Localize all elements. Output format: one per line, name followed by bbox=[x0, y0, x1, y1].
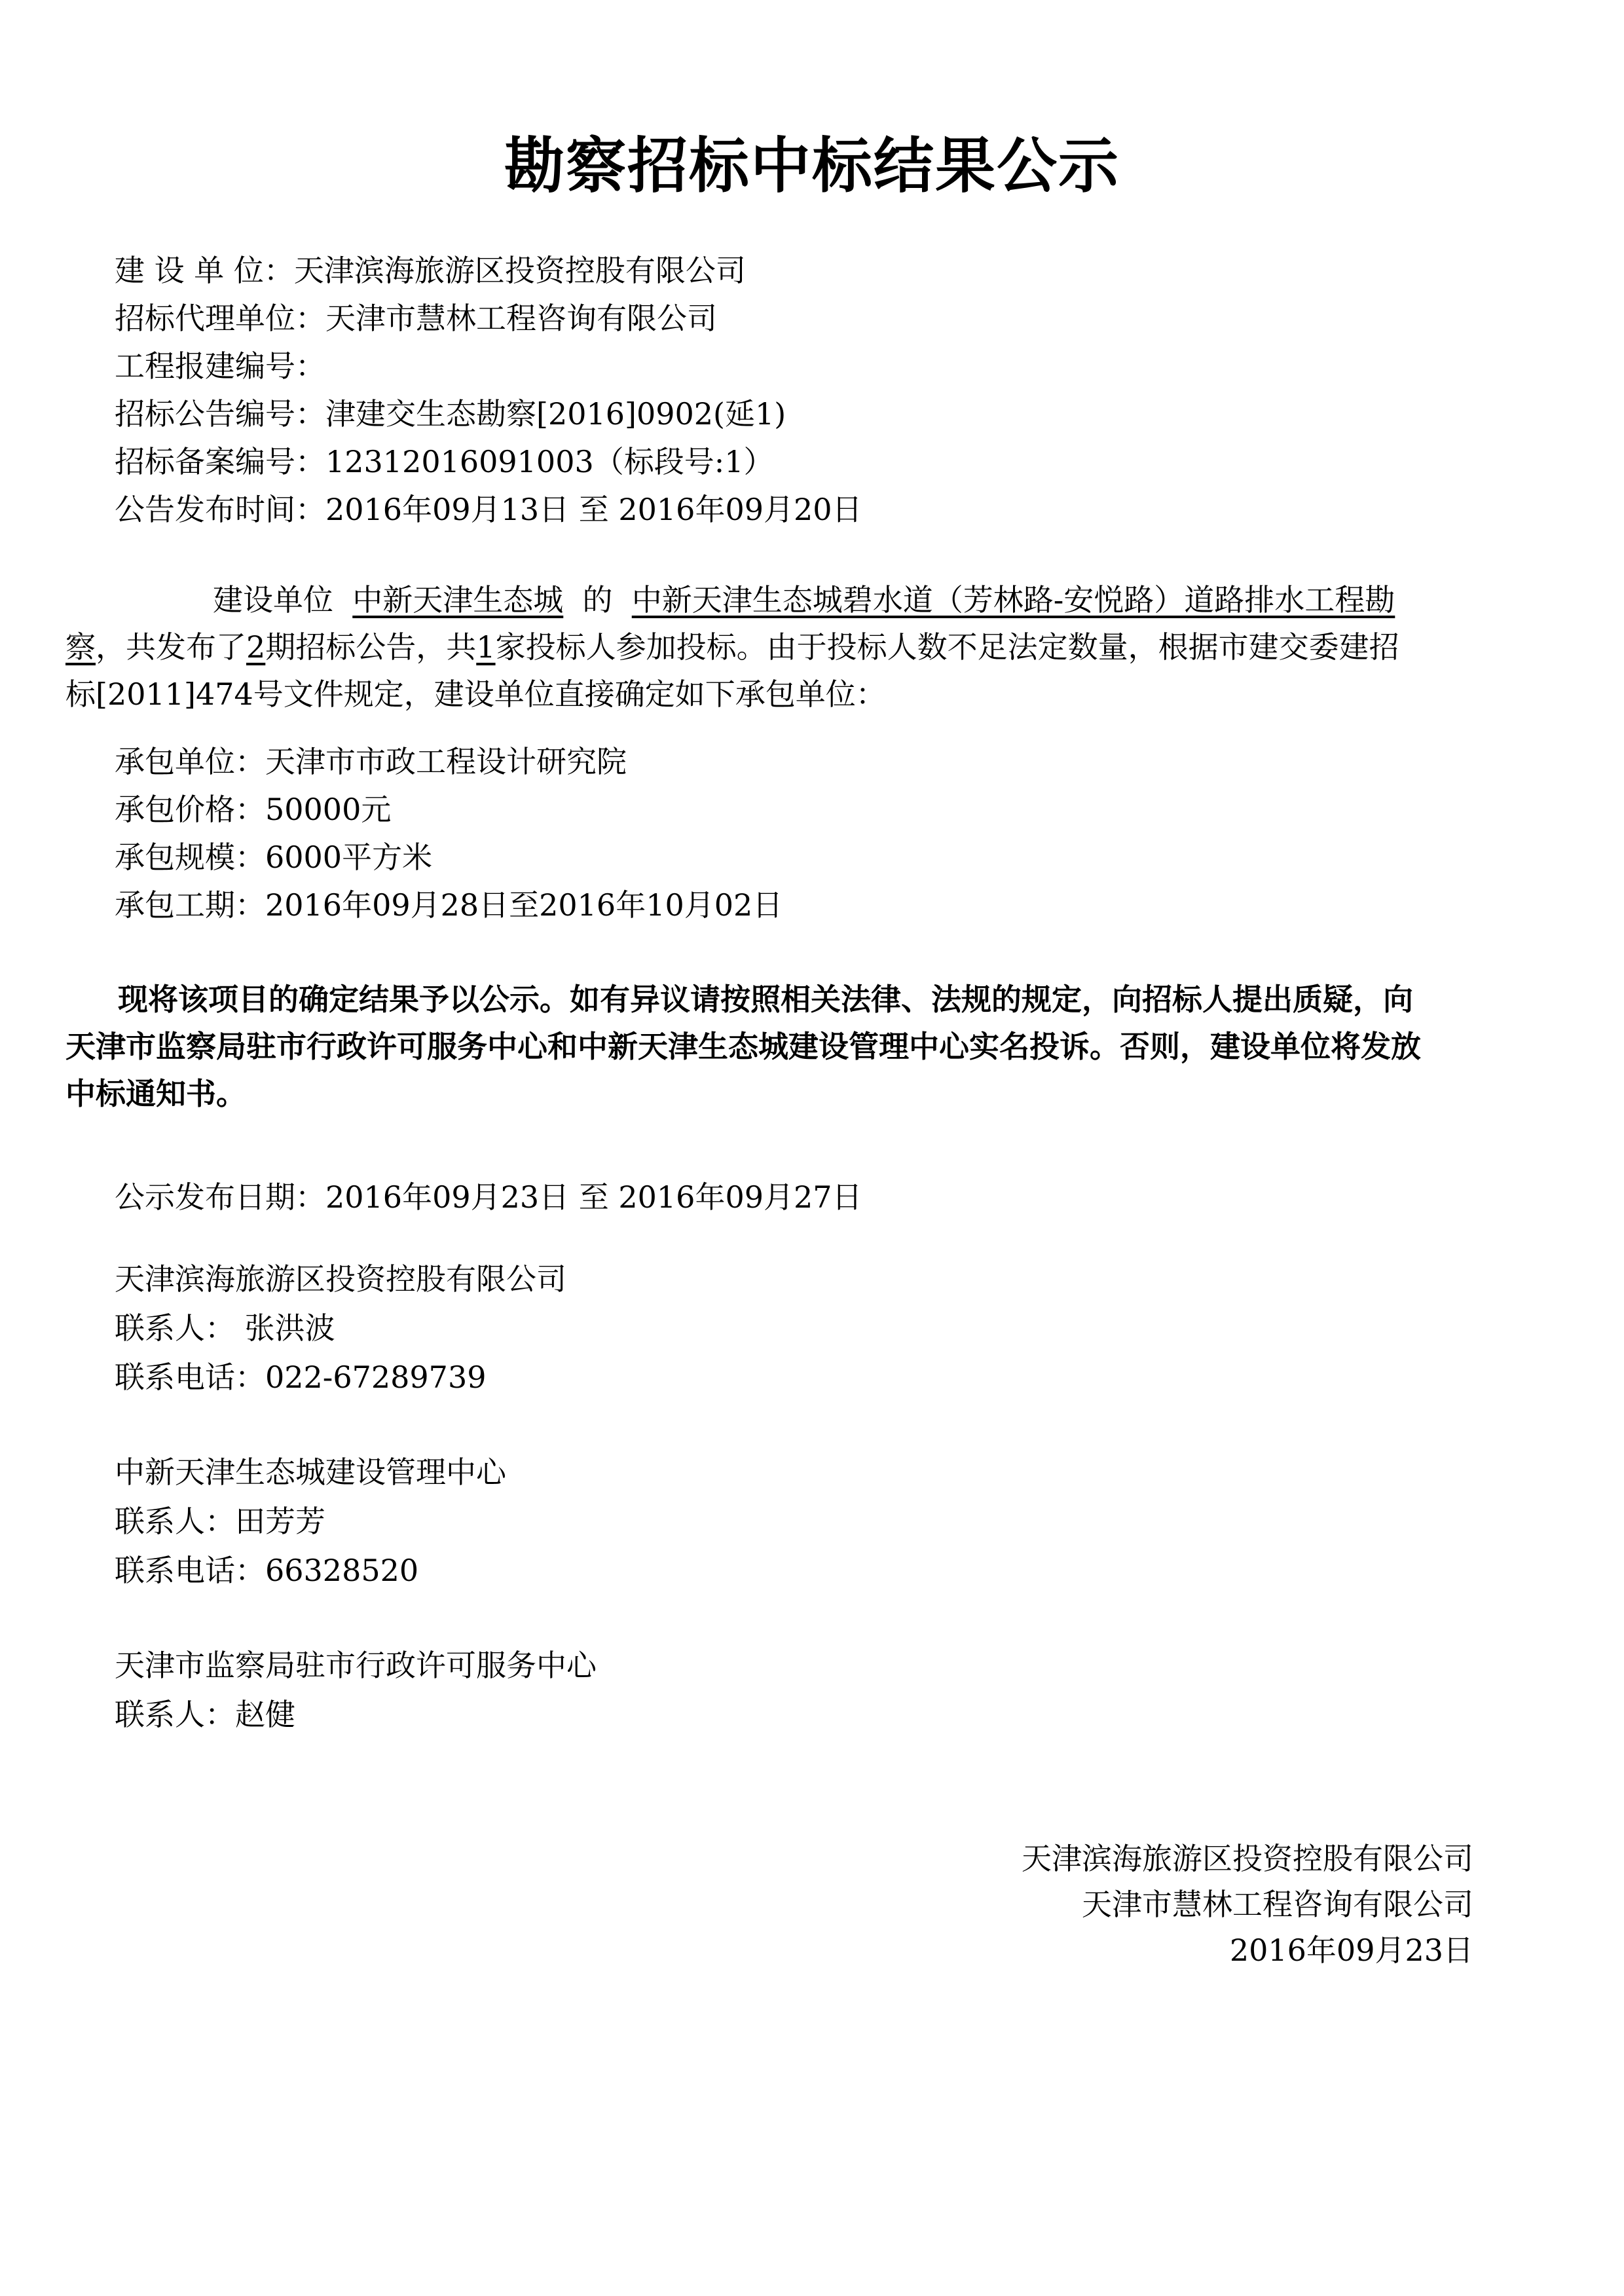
para-mid-2: 期招标公告，共 bbox=[265, 629, 477, 665]
builder-line: 建 设 单 位：天津滨海旅游区投资控股有限公司 bbox=[115, 253, 746, 288]
contact-1-phone: 联系电话：022-67289739 bbox=[115, 1360, 487, 1395]
contract-scale-line: 承包规模：6000平方米 bbox=[115, 840, 433, 875]
para-mid-3: 家投标人参加投标。由于投标人数不足法定数量，根据市建交委建招 bbox=[495, 629, 1399, 665]
contact-2-person: 联系人：田芳芳 bbox=[115, 1504, 325, 1539]
contact-3-org: 天津市监察局驻市行政许可服务中心 bbox=[115, 1648, 597, 1683]
agent-line: 招标代理单位：天津市慧林工程咨询有限公司 bbox=[115, 301, 717, 336]
notice-line-3: 中标通知书。 bbox=[65, 1076, 246, 1111]
contact-2-org: 中新天津生态城建设管理中心 bbox=[115, 1454, 506, 1490]
signature-org-1: 天津滨海旅游区投资控股有限公司 bbox=[1022, 1841, 1473, 1876]
record-no-line: 招标备案编号：12312016091003（标段号:1） bbox=[115, 444, 774, 479]
contact-3-person: 联系人：赵健 bbox=[115, 1697, 295, 1732]
contract-unit-line: 承包单位：天津市市政工程设计研究院 bbox=[115, 744, 627, 779]
publicity-date-line: 公示发布日期：2016年09月23日 至 2016年09月27日 bbox=[115, 1179, 862, 1215]
para-line-3: 标[2011]474号文件规定，建设单位直接确定如下承包单位： bbox=[65, 676, 886, 712]
page-title: 勘察招标中标结果公示 bbox=[504, 131, 1120, 201]
bidder-count: 1 bbox=[476, 629, 496, 665]
notice-line-1: 现将该项目的确定结果予以公示。如有异议请按照相关法律、法规的规定，向招标人提出质疑，向 bbox=[118, 982, 1413, 1017]
notice-no-line: 招标公告编号：津建交生态勘察[2016]0902(延1) bbox=[115, 396, 786, 432]
objection-notice bbox=[65, 976, 1559, 1133]
publish-time-line: 公告发布时间：2016年09月13日 至 2016年09月20日 bbox=[115, 492, 862, 527]
contract-period-line: 承包工期：2016年09月28日至2016年10月02日 bbox=[115, 887, 783, 923]
para-mid-1: ，共发布了 bbox=[96, 629, 246, 665]
contract-price-line: 承包价格：50000元 bbox=[115, 792, 392, 827]
project-name-underlined-end: 察 bbox=[65, 629, 96, 665]
notice-line-2: 天津市监察局驻市行政许可服务中心和中新天津生态城建设管理中心实名投诉。否则，建设单位将发放 bbox=[65, 1029, 1421, 1064]
para-prefix: 建设单位 bbox=[213, 582, 333, 618]
notice-count: 2 bbox=[246, 629, 266, 665]
contact-1-person: 联系人： 张洪波 bbox=[115, 1310, 335, 1346]
signature-date: 2016年09月23日 bbox=[1229, 1933, 1473, 1968]
contact-2-phone: 联系电话：66328520 bbox=[115, 1553, 419, 1588]
signature-org-2: 天津市慧林工程咨询有限公司 bbox=[1082, 1887, 1473, 1922]
para-of: 的 bbox=[582, 582, 613, 618]
builder-unit-underlined: 中新天津生态城 bbox=[352, 582, 564, 618]
project-name-underlined: 中新天津生态城碧水道（芳林路-安悦路）道路排水工程勘 bbox=[631, 582, 1395, 618]
project-no-line: 工程报建编号： bbox=[115, 348, 325, 384]
contact-1-org: 天津滨海旅游区投资控股有限公司 bbox=[115, 1261, 566, 1297]
result-paragraph bbox=[65, 576, 1532, 718]
